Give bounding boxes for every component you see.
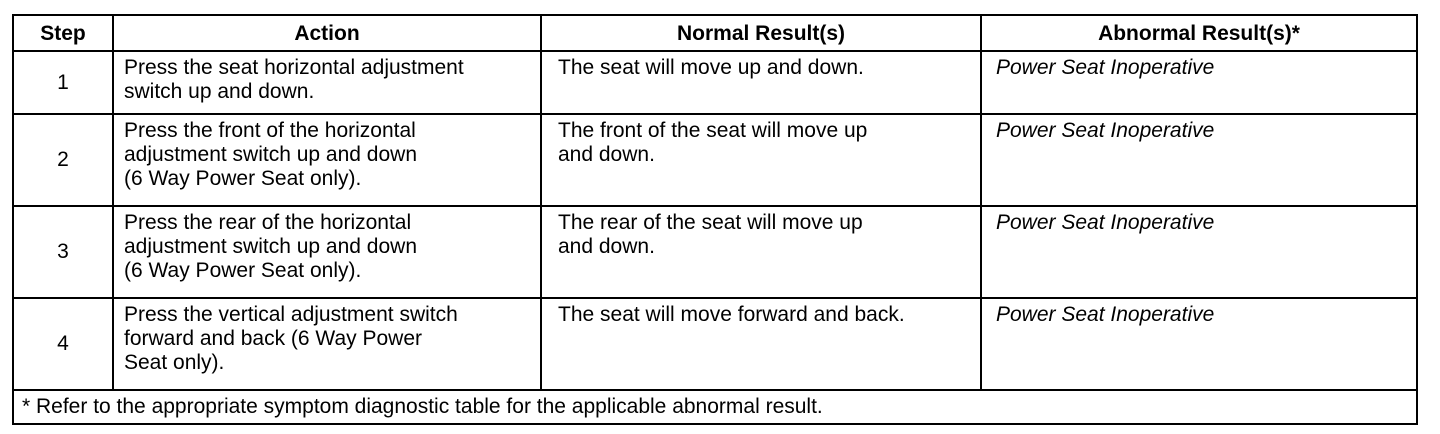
abnormal-result-cell: Power Seat Inoperative: [981, 298, 1417, 390]
action-line: adjustment switch up and down: [124, 235, 418, 258]
action-line: Press the front of the horizontal: [124, 119, 416, 142]
step-number: 2: [13, 114, 113, 206]
table-row: [13, 114, 1417, 206]
footnote: * Refer to the appropriate symptom diagnostic table for the applicable abnormal result.: [13, 390, 1417, 424]
table-row: [13, 51, 1417, 114]
action-cell: [113, 114, 541, 206]
diagnostic-table: [12, 14, 1418, 425]
action-line: Press the rear of the horizontal: [124, 211, 412, 234]
header-row: [13, 15, 1417, 51]
action-cell: [113, 298, 541, 390]
action-line: Press the seat horizontal adjustment: [124, 56, 464, 79]
table-row: [13, 206, 1417, 298]
normal-line: The seat will move forward and back.: [558, 303, 905, 326]
action-line: Press the vertical adjustment switch: [124, 303, 458, 326]
normal-line: and down.: [558, 143, 655, 166]
normal-result-cell: [541, 51, 981, 114]
normal-line: The rear of the seat will move up: [558, 211, 863, 234]
header-abnormal-results: Abnormal Result(s)*: [981, 15, 1417, 51]
abnormal-result-cell: Power Seat Inoperative: [981, 114, 1417, 206]
action-cell: [113, 206, 541, 298]
abnormal-result-cell: Power Seat Inoperative: [981, 206, 1417, 298]
step-number: 4: [13, 298, 113, 390]
action-cell: [113, 51, 541, 114]
action-line: Seat only).: [124, 351, 225, 374]
action-line: forward and back (6 Way Power: [124, 327, 423, 350]
header-step: Step: [13, 15, 113, 51]
abnormal-result-cell: Power Seat Inoperative: [981, 51, 1417, 114]
action-line: switch up and down.: [124, 80, 315, 103]
action-line: (6 Way Power Seat only).: [124, 259, 362, 282]
footnote-row: [13, 390, 1417, 424]
normal-result-cell: [541, 298, 981, 390]
normal-line: The seat will move up and down.: [558, 56, 864, 79]
normal-result-cell: [541, 206, 981, 298]
header-action: Action: [113, 15, 541, 51]
action-line: adjustment switch up and down: [124, 143, 418, 166]
normal-result-cell: [541, 114, 981, 206]
header-normal-results: Normal Result(s): [541, 15, 981, 51]
normal-line: The front of the seat will move up: [558, 119, 868, 142]
step-number: 3: [13, 206, 113, 298]
action-line: (6 Way Power Seat only).: [124, 167, 362, 190]
step-number: 1: [13, 51, 113, 114]
normal-line: and down.: [558, 235, 655, 258]
table-row: [13, 298, 1417, 390]
